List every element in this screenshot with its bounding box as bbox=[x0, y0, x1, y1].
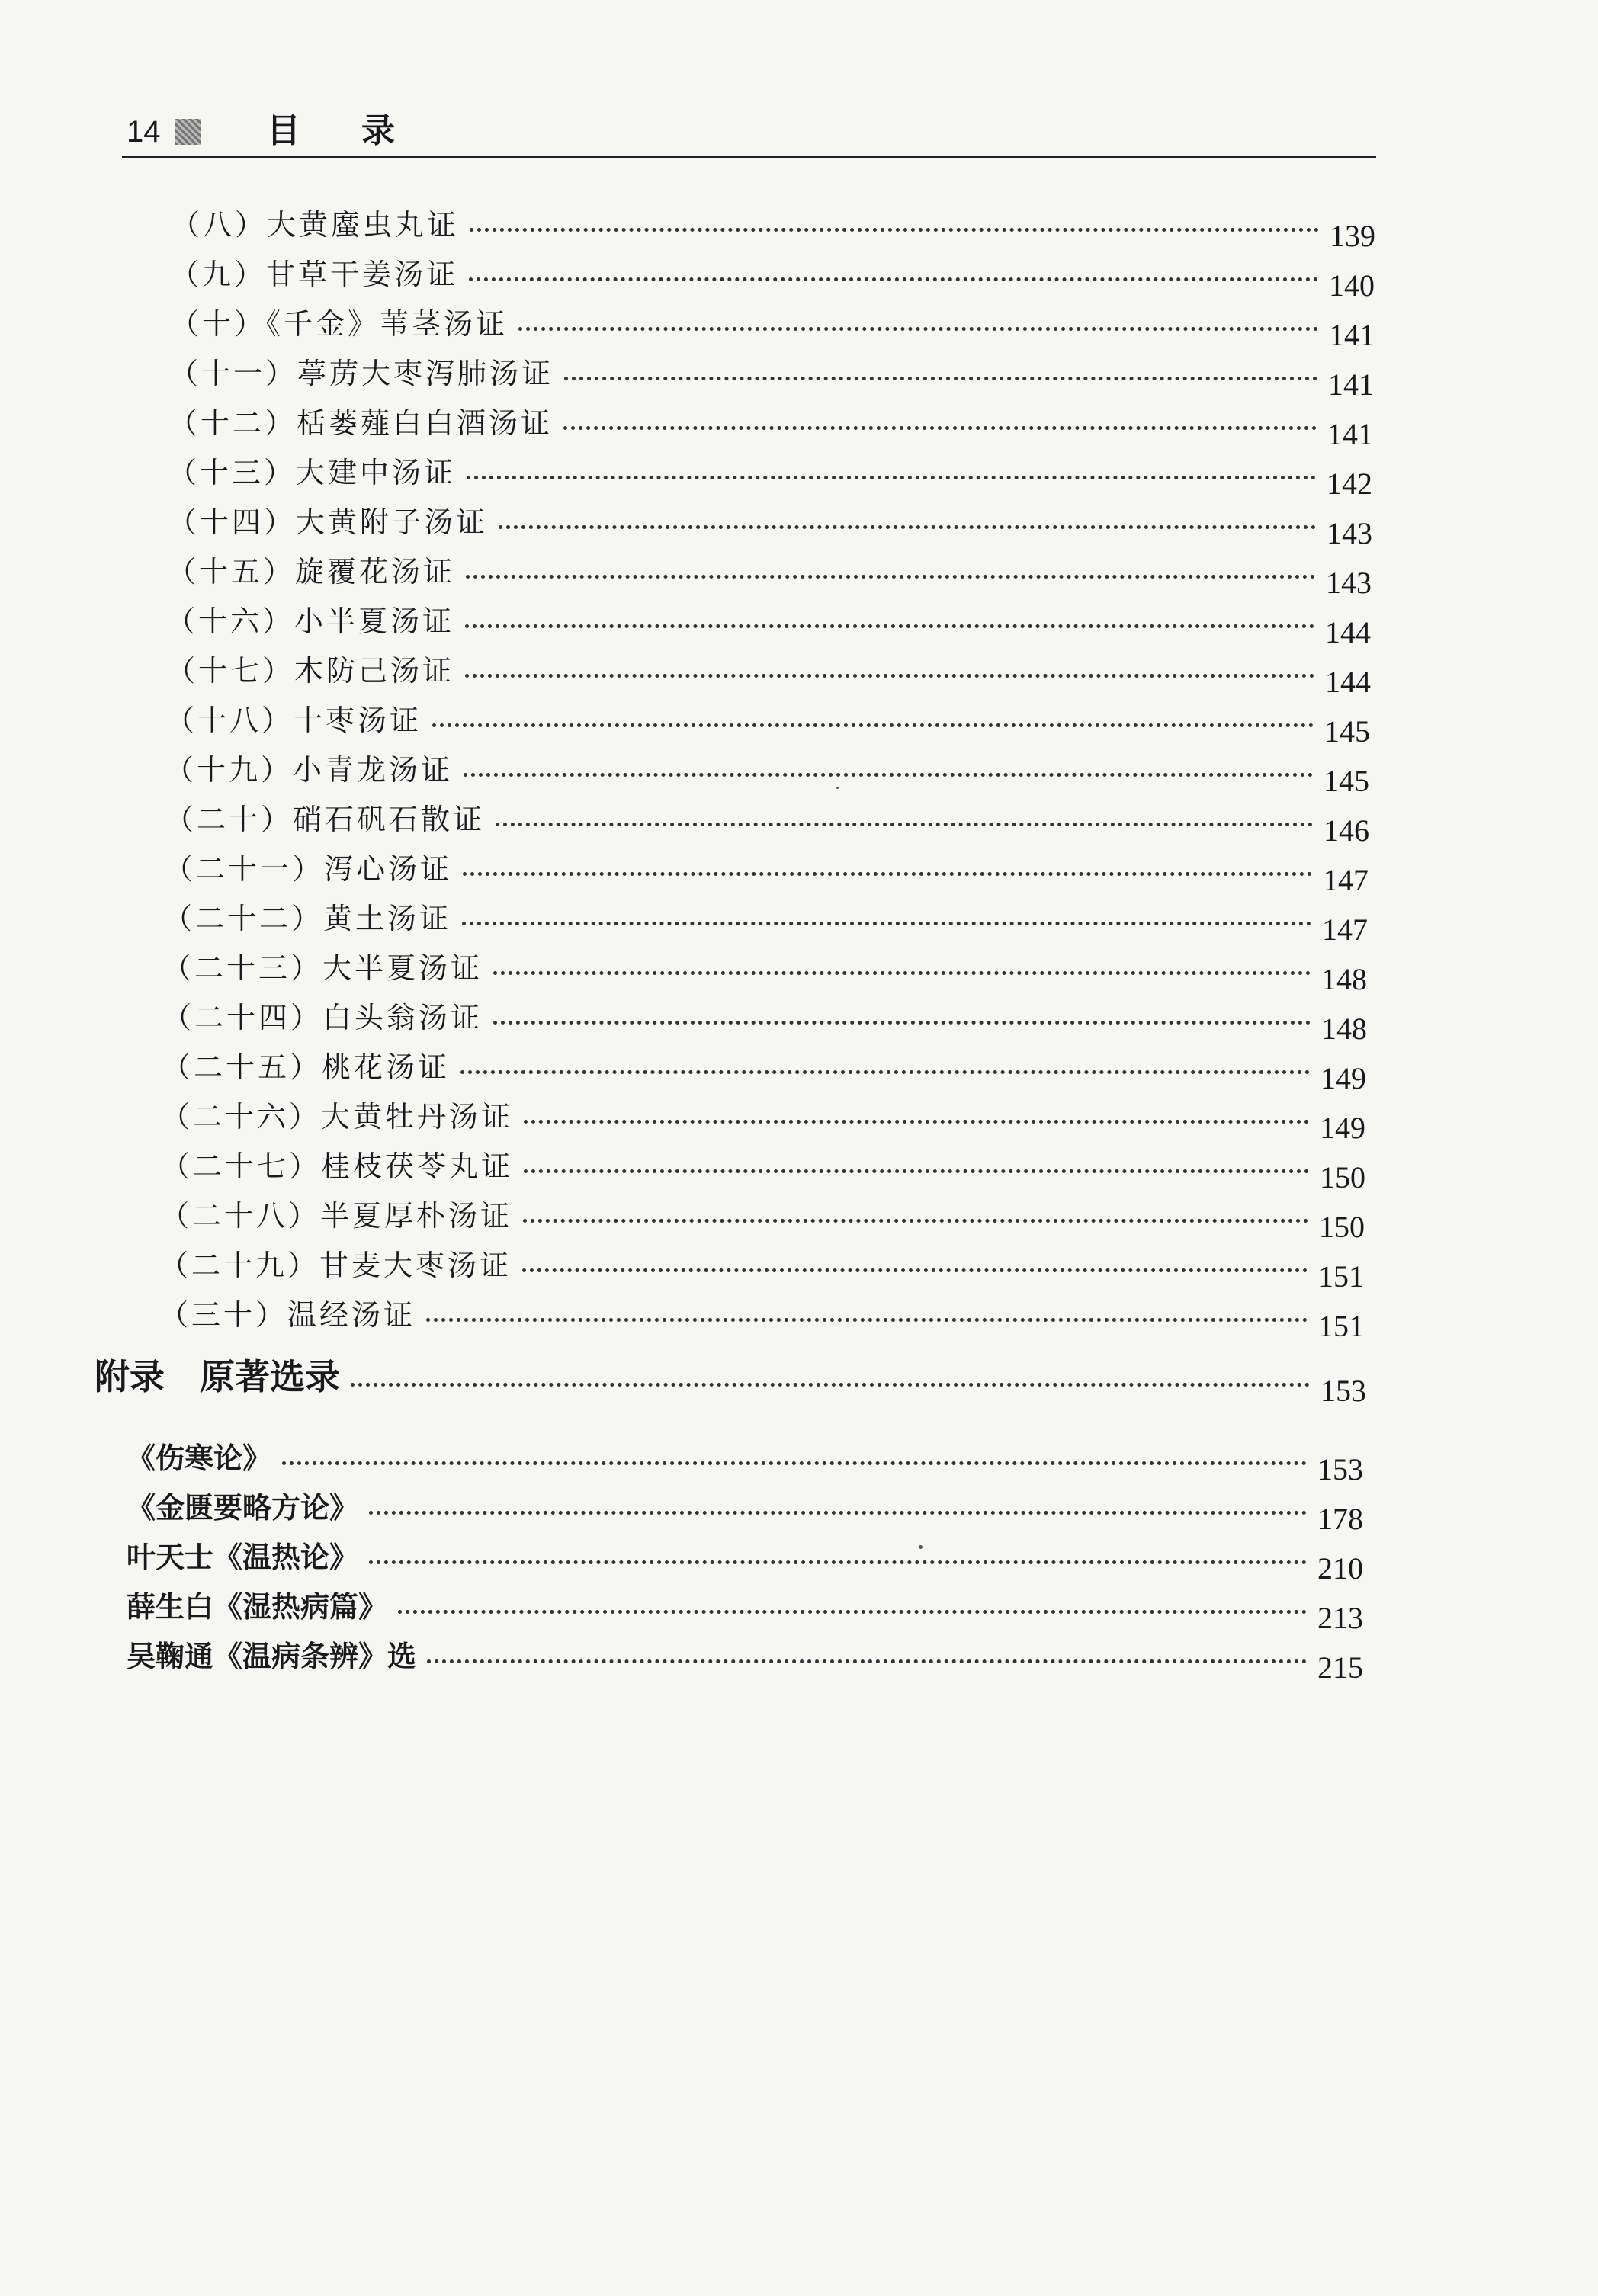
toc-entry bbox=[166, 646, 1371, 699]
toc-page-number: 142 bbox=[1327, 467, 1372, 501]
dot-leader bbox=[369, 1511, 1307, 1515]
toc-page-number: 141 bbox=[1328, 367, 1374, 402]
dot-leader bbox=[469, 277, 1318, 281]
toc-entry bbox=[127, 1582, 1363, 1635]
toc-entry bbox=[168, 497, 1372, 550]
toc-page-number: 153 bbox=[1320, 1374, 1366, 1408]
toc-entry bbox=[165, 745, 1369, 798]
dot-leader bbox=[496, 823, 1313, 826]
dot-leader bbox=[467, 476, 1316, 479]
toc-page-number: 147 bbox=[1323, 863, 1369, 897]
toc-entry-title: （十七）木防己汤证 bbox=[166, 654, 455, 688]
dot-leader bbox=[464, 773, 1313, 777]
toc-page-number: 139 bbox=[1330, 219, 1375, 253]
dot-leader bbox=[493, 1021, 1311, 1025]
toc-entry bbox=[95, 1355, 1366, 1408]
dot-leader bbox=[462, 922, 1311, 925]
dot-leader bbox=[465, 674, 1314, 678]
dot-leader bbox=[522, 1268, 1308, 1272]
toc-page-number: 149 bbox=[1320, 1061, 1366, 1095]
toc-entry-title: （十六）小半夏汤证 bbox=[166, 604, 455, 638]
page-title: 目录 bbox=[267, 111, 456, 150]
toc-entry bbox=[166, 596, 1371, 649]
toc-entry bbox=[169, 348, 1374, 402]
header-divider bbox=[122, 156, 1376, 158]
dot-leader bbox=[465, 624, 1314, 628]
dot-leader bbox=[493, 971, 1311, 975]
toc-entry-title: 《金匮要略方论》 bbox=[127, 1491, 359, 1525]
dot-leader bbox=[524, 1120, 1309, 1124]
toc-entry bbox=[171, 200, 1375, 253]
scan-speck bbox=[836, 787, 839, 789]
toc-page-number: 148 bbox=[1321, 1012, 1367, 1046]
dot-leader bbox=[463, 872, 1312, 876]
toc-entry-title: （九）甘草干姜汤证 bbox=[170, 258, 459, 291]
dot-leader bbox=[398, 1610, 1307, 1614]
dot-leader bbox=[369, 1560, 1307, 1564]
toc-entry-title: （二十九）甘麦大枣汤证 bbox=[159, 1249, 512, 1282]
toc-entry-title: （十四）大黄附子汤证 bbox=[168, 505, 489, 539]
dot-leader bbox=[427, 1659, 1307, 1663]
toc-page-number: 145 bbox=[1324, 714, 1370, 749]
dot-leader bbox=[466, 575, 1315, 579]
toc-page-number: 147 bbox=[1322, 912, 1368, 947]
toc-entry bbox=[159, 1290, 1364, 1343]
toc-entry-title: （二十三）大半夏汤证 bbox=[162, 951, 483, 985]
toc-entry bbox=[162, 992, 1367, 1046]
toc-entry-title: （二十五）桃花汤证 bbox=[162, 1050, 451, 1084]
dot-leader bbox=[563, 426, 1317, 430]
toc-entry bbox=[127, 1631, 1363, 1685]
toc-entry-title: （二十六）大黄牡丹汤证 bbox=[161, 1100, 514, 1134]
toc-entry-title: （十一）葶苈大枣泻肺汤证 bbox=[169, 357, 554, 390]
toc-page-number: 144 bbox=[1325, 665, 1371, 699]
toc-entry-title: 叶天士《温热论》 bbox=[127, 1541, 359, 1574]
dot-leader bbox=[524, 1169, 1309, 1173]
toc-entry-title: （十）《千金》苇茎汤证 bbox=[170, 307, 509, 341]
toc-page-number: 140 bbox=[1329, 268, 1375, 303]
toc-page-number: 141 bbox=[1327, 417, 1373, 451]
dot-leader bbox=[282, 1461, 1307, 1465]
toc-entry bbox=[170, 299, 1375, 352]
toc-page-number: 141 bbox=[1329, 318, 1375, 352]
toc-entry bbox=[127, 1433, 1363, 1486]
toc-page-number: 149 bbox=[1320, 1111, 1365, 1145]
dot-leader bbox=[518, 327, 1318, 331]
toc-page-number: 146 bbox=[1324, 813, 1369, 848]
toc-page-number: 151 bbox=[1318, 1259, 1364, 1294]
toc-page-number: 150 bbox=[1320, 1160, 1365, 1194]
toc-entry bbox=[167, 547, 1372, 600]
toc-entry-title: （二十八）半夏厚朴汤证 bbox=[160, 1199, 513, 1233]
toc-entry bbox=[162, 1042, 1366, 1095]
toc-page-number: 143 bbox=[1327, 516, 1372, 550]
toc-entry-title: （二十一）泻心汤证 bbox=[164, 852, 453, 886]
dot-leader bbox=[499, 525, 1316, 529]
toc-entry bbox=[160, 1191, 1365, 1244]
toc-entry bbox=[170, 249, 1375, 303]
dot-leader bbox=[460, 1070, 1310, 1074]
toc-page-number: 150 bbox=[1319, 1210, 1365, 1244]
toc-entry bbox=[164, 844, 1369, 897]
toc-entry-title: （二十）硝石矾石散证 bbox=[165, 803, 486, 836]
toc-entry-title: （二十七）桂枝茯苓丸证 bbox=[161, 1150, 514, 1183]
dot-leader bbox=[351, 1383, 1310, 1387]
toc-entry-title: 《伤寒论》 bbox=[127, 1441, 272, 1475]
scan-speck bbox=[919, 1545, 923, 1549]
toc-page-number: 153 bbox=[1317, 1452, 1363, 1486]
dot-leader bbox=[426, 1318, 1308, 1322]
toc-page-number: 148 bbox=[1321, 962, 1367, 996]
toc-page-number: 210 bbox=[1317, 1551, 1363, 1586]
toc-entry-title: 附录 原著选录 bbox=[95, 1356, 340, 1397]
toc-entry-title: （二十二）黄土汤证 bbox=[163, 902, 452, 935]
toc-entry bbox=[161, 1092, 1365, 1145]
toc-entry-title: （十九）小青龙汤证 bbox=[165, 753, 454, 787]
toc-entry bbox=[168, 398, 1373, 451]
dot-leader bbox=[523, 1219, 1308, 1223]
toc-entry-title: （十二）栝蒌薤白白酒汤证 bbox=[168, 406, 554, 440]
toc-entry bbox=[163, 893, 1368, 947]
toc-entry bbox=[168, 447, 1372, 501]
toc-page-number: 143 bbox=[1326, 566, 1372, 600]
toc-entry-title: （十三）大建中汤证 bbox=[168, 456, 457, 489]
dot-leader bbox=[564, 377, 1317, 380]
toc-entry-title: （十八）十枣汤证 bbox=[165, 704, 422, 737]
toc-page-number: 213 bbox=[1317, 1601, 1363, 1635]
toc-entry bbox=[127, 1532, 1363, 1586]
page-header bbox=[122, 107, 1376, 168]
toc-entry bbox=[127, 1483, 1363, 1536]
dot-leader bbox=[470, 228, 1319, 232]
toc-entry bbox=[159, 1240, 1364, 1294]
toc-entry bbox=[161, 1141, 1365, 1194]
toc-entry bbox=[165, 695, 1370, 749]
toc-page-number: 145 bbox=[1324, 764, 1369, 798]
toc-entry-title: （十五）旋覆花汤证 bbox=[167, 555, 456, 588]
toc-entry-title: 薛生白《湿热病篇》 bbox=[127, 1590, 388, 1624]
toc-entry-title: （二十四）白头翁汤证 bbox=[162, 1001, 483, 1034]
toc-entry-title: 吴鞠通《温病条辨》选 bbox=[127, 1640, 417, 1673]
toc-entry-title: （三十）温经汤证 bbox=[159, 1298, 416, 1332]
toc-entry bbox=[165, 794, 1369, 848]
toc-page-number: 215 bbox=[1317, 1650, 1363, 1685]
dot-leader bbox=[432, 723, 1314, 727]
header-marker-block bbox=[175, 119, 201, 145]
toc-page-number: 144 bbox=[1325, 615, 1371, 649]
toc-entry-title: （八）大黄䗪虫丸证 bbox=[171, 208, 460, 242]
toc-page-number: 151 bbox=[1318, 1309, 1364, 1343]
page-number: 14 bbox=[127, 115, 161, 149]
toc-page-number: 178 bbox=[1317, 1502, 1363, 1536]
toc-entry bbox=[162, 943, 1367, 996]
